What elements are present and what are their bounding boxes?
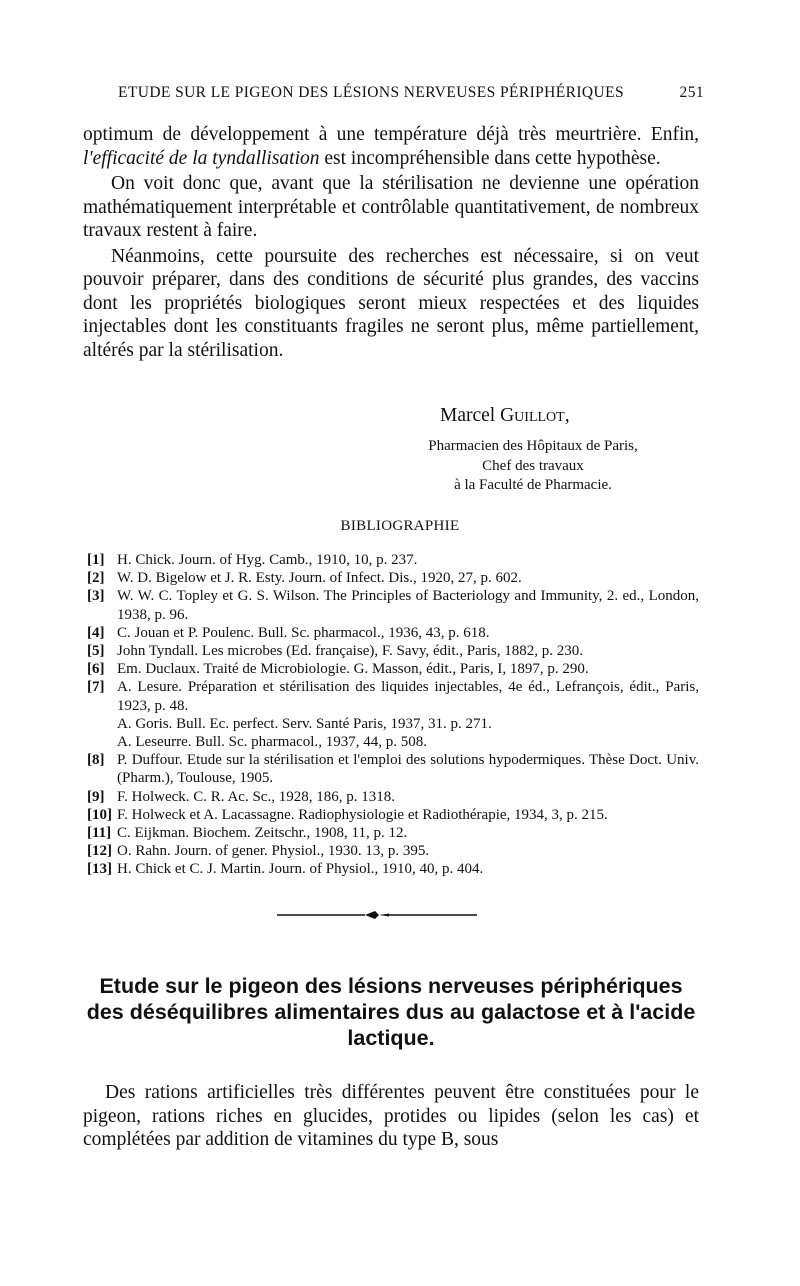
affiliation-line: à la Faculté de Pharmacie.: [454, 477, 612, 493]
reference-number: [9]: [87, 788, 105, 805]
reference-text: John Tyndall. Les microbes (Ed. française), F. Savy, édit., Paris, 1882, p. 230.: [117, 643, 584, 660]
affiliation-line: Chef des travaux: [482, 457, 584, 474]
reference-number: [7]: [87, 679, 105, 696]
author-signature: [440, 405, 570, 427]
reference-number: [1]: [87, 552, 105, 568]
reference-text: A. Leseurre. Bull. Sc. pharmacol., 1937, 44, p. 508.: [117, 734, 427, 751]
reference-text: O. Rahn. Journ. of gener. Physiol., 1930. 13, p. 395.: [117, 843, 430, 860]
reference-text: C. Jouan et P. Poulenc. Bull. Sc. pharmacol., 1936, 43, p. 618.: [117, 624, 490, 641]
reference-item: [87, 842, 699, 860]
reference-number: [4]: [87, 624, 105, 641]
reference-text: A. Goris. Bull. Ec. perfect. Serv. Santé Paris, 1937, 31. p. 271.: [117, 715, 492, 732]
reference-item: [87, 660, 699, 678]
author-last-name: Guillot,: [500, 405, 570, 426]
affiliation-line: Pharmacien des Hôpitaux de Paris,: [428, 438, 638, 454]
reference-item: [87, 715, 699, 733]
reference-item: [87, 751, 699, 787]
running-title: ETUDE SUR LE PIGEON DES LÉSIONS NERVEUSES PÉRIPHÉRIQUES: [118, 84, 625, 101]
reference-number: [5]: [87, 643, 105, 660]
paragraph-3: Néanmoins, cette poursuite des recherches est nécessaire, si on veut pouvoir préparer, dans des conditions de sécurité plus grandes, des vaccins dont les propriétés biologiques seront mieux respectées et des liquides injectables dont les constituants fragiles ne seront plus, même partiellement, altérés par la stérilisation.: [83, 245, 699, 361]
reference-number: [11]: [87, 825, 112, 842]
reference-item: [87, 788, 699, 806]
reference-number: [3]: [87, 588, 105, 605]
reference-number: [6]: [87, 661, 105, 678]
article-intro: [83, 1081, 699, 1152]
reference-text: W. W. C. Topley et G. S. Wilson. The Principles of Bacteriology and Immunity, 2. ed., London, 1938, p. 96.: [117, 588, 699, 623]
section-divider-ornament: [277, 907, 477, 923]
title-line: des déséquilibres alimentaires dus au galactose et à l'acide: [86, 1000, 696, 1024]
paragraph-2: On voit donc que, avant que la stérilisation ne devienne une opération mathématiquement interprétable et contrôlable quantitativement, de nombreux travaux restent à faire.: [83, 173, 699, 241]
reference-item: [87, 806, 699, 824]
reference-text: F. Holweck. C. R. Ac. Sc., 1928, 186, p. 1318.: [117, 788, 395, 805]
reference-number: [10]: [87, 806, 112, 823]
article-title: [83, 973, 699, 1051]
reference-text: A. Lesure. Préparation et stérilisation des liquides injectables, 4e éd., Lefrançois, édit., Paris, 1923, p. 48.: [117, 679, 699, 714]
running-header: [118, 84, 704, 102]
reference-item: [87, 587, 699, 623]
reference-text: W. D. Bigelow et J. R. Esty. Journ. of Infect. Dis., 1920, 27, p. 602.: [117, 570, 522, 587]
reference-number: [2]: [87, 570, 105, 587]
reference-list: [87, 551, 699, 879]
reference-text: H. Chick. Journ. of Hyg. Camb., 1910, 10, p. 237.: [117, 552, 418, 568]
reference-item: [87, 678, 699, 714]
reference-text: H. Chick et C. J. Martin. Journ. of Physiol., 1910, 40, p. 404.: [117, 861, 484, 878]
reference-text: F. Holweck et A. Lacassagne. Radiophysiologie et Radiothérapie, 1934, 3, p. 215.: [117, 806, 608, 823]
reference-item: [87, 860, 699, 878]
author-first-name: Marcel: [440, 405, 496, 426]
reference-item: [87, 624, 699, 642]
body-text: [83, 123, 699, 362]
intro-paragraph: Des rations artificielles très différentes peuvent être constituées pour le pigeon, rations riches en glucides, protides ou lipides (selon les cas) et complétées par addition de vitamines du type B, sous: [83, 1082, 699, 1150]
title-line: Etude sur le pigeon des lésions nerveuses périphériques: [99, 974, 683, 998]
reference-number: [12]: [87, 843, 112, 860]
reference-text: Em. Duclaux. Traité de Microbiologie. G. Masson, édit., Paris, I, 1897, p. 290.: [117, 661, 589, 678]
reference-number: [13]: [87, 861, 112, 878]
author-affiliation: [373, 437, 693, 496]
reference-number: [8]: [87, 752, 105, 769]
page-number: 251: [679, 84, 704, 101]
reference-item: [87, 569, 699, 587]
reference-item: [87, 642, 699, 660]
bibliography-heading: BIBLIOGRAPHIE: [340, 518, 460, 534]
italic-phrase: l'efficacité de la tyndallisation: [83, 147, 320, 169]
title-line: lactique.: [347, 1026, 435, 1050]
paragraph-1: optimum de développement à une température déjà très meurtrière. Enfin, l'efficacité de la tyndallisation est incompréhensible dans cette hypothèse.: [83, 124, 699, 169]
reference-item: [87, 733, 699, 751]
reference-text: P. Duffour. Etude sur la stérilisation et l'emploi des solutions hypodermiques. Thèse Doct. Univ. (Pharm.), Toulouse, 1905.: [117, 752, 699, 787]
reference-text: C. Eijkman. Biochem. Zeitschr., 1908, 11, p. 12.: [117, 825, 408, 842]
reference-item: [87, 824, 699, 842]
reference-item: [87, 551, 699, 569]
